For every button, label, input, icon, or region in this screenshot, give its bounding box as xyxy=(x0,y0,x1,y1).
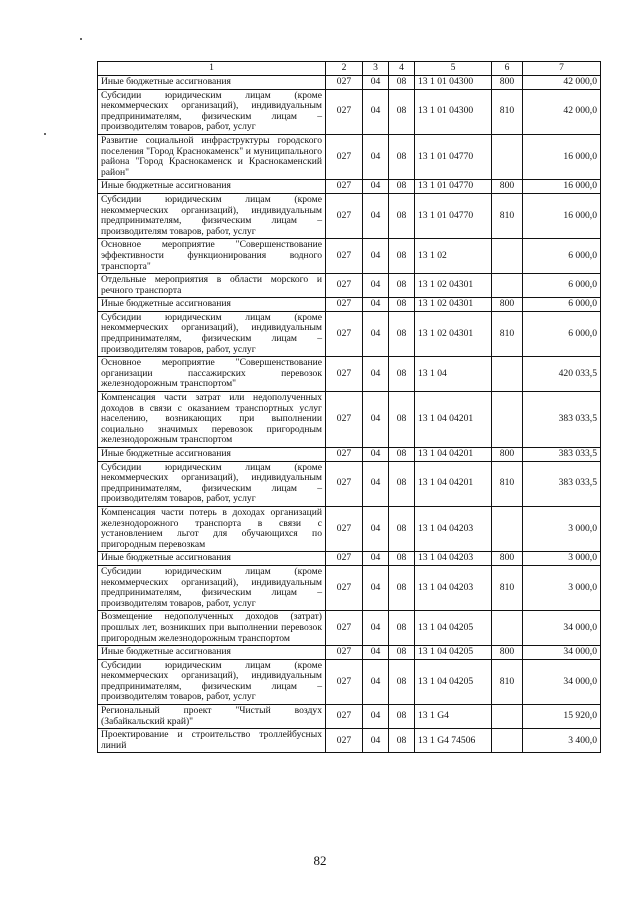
table-row xyxy=(98,646,601,660)
cell-subsection: 08 xyxy=(389,239,415,274)
cell-name: Отдельные мероприятия в области морского и речного транспорта xyxy=(98,274,326,298)
cell-target-article: 13 1 01 04770 xyxy=(415,180,492,194)
cell-admin-code: 027 xyxy=(326,311,363,356)
table-row xyxy=(98,298,601,312)
cell-amount: 6 000,0 xyxy=(523,311,601,356)
cell-section: 04 xyxy=(363,311,389,356)
table-header-row xyxy=(98,62,601,76)
cell-amount: 3 000,0 xyxy=(523,565,601,610)
cell-admin-code: 027 xyxy=(326,611,363,646)
table-row xyxy=(98,729,601,753)
table-row xyxy=(98,552,601,566)
cell-target-article: 13 1 01 04770 xyxy=(415,134,492,179)
cell-admin-code: 027 xyxy=(326,76,363,90)
cell-expense-type: 800 xyxy=(492,180,523,194)
cell-name: Иные бюджетные ассигнования xyxy=(98,76,326,90)
table-row xyxy=(98,611,601,646)
cell-expense-type: 800 xyxy=(492,552,523,566)
cell-section: 04 xyxy=(363,448,389,462)
cell-admin-code: 027 xyxy=(326,298,363,312)
cell-name: Развитие социальной инфраструктуры городского поселения "Город Краснокаменск" и муниципального района "Город Краснокаменск и Краснокаменский район" xyxy=(98,134,326,179)
cell-name: Основное мероприятие "Совершенствование организации пассажирских перевозок железнодорожным транспортом" xyxy=(98,357,326,392)
cell-section: 04 xyxy=(363,611,389,646)
cell-target-article: 13 1 01 04300 xyxy=(415,89,492,134)
cell-admin-code: 027 xyxy=(326,729,363,753)
cell-amount: 6 000,0 xyxy=(523,239,601,274)
cell-subsection: 08 xyxy=(389,552,415,566)
table-row xyxy=(98,565,601,610)
header-col-2: 2 xyxy=(326,62,363,76)
cell-admin-code: 027 xyxy=(326,461,363,506)
cell-amount: 6 000,0 xyxy=(523,298,601,312)
cell-amount: 16 000,0 xyxy=(523,134,601,179)
cell-name: Проектирование и строительство троллейбусных линий xyxy=(98,729,326,753)
cell-subsection: 08 xyxy=(389,646,415,660)
cell-target-article: 13 1 04 04203 xyxy=(415,552,492,566)
cell-amount: 42 000,0 xyxy=(523,89,601,134)
cell-admin-code: 027 xyxy=(326,506,363,551)
cell-section: 04 xyxy=(363,298,389,312)
cell-admin-code: 027 xyxy=(326,357,363,392)
cell-expense-type: 810 xyxy=(492,565,523,610)
cell-expense-type xyxy=(492,392,523,448)
header-col-5: 5 xyxy=(415,62,492,76)
cell-admin-code: 027 xyxy=(326,239,363,274)
cell-subsection: 08 xyxy=(389,89,415,134)
cell-expense-type: 810 xyxy=(492,461,523,506)
cell-section: 04 xyxy=(363,193,389,238)
cell-section: 04 xyxy=(363,89,389,134)
cell-target-article: 13 1 02 04301 xyxy=(415,274,492,298)
scan-speck xyxy=(44,133,46,135)
table-row xyxy=(98,448,601,462)
cell-subsection: 08 xyxy=(389,274,415,298)
cell-section: 04 xyxy=(363,239,389,274)
cell-expense-type xyxy=(492,274,523,298)
cell-section: 04 xyxy=(363,461,389,506)
cell-target-article: 13 1 02 04301 xyxy=(415,311,492,356)
cell-amount: 3 400,0 xyxy=(523,729,601,753)
cell-expense-type: 810 xyxy=(492,659,523,704)
cell-expense-type: 810 xyxy=(492,193,523,238)
cell-section: 04 xyxy=(363,357,389,392)
cell-admin-code: 027 xyxy=(326,392,363,448)
cell-subsection: 08 xyxy=(389,506,415,551)
table-row xyxy=(98,76,601,90)
cell-admin-code: 027 xyxy=(326,180,363,194)
cell-expense-type: 800 xyxy=(492,646,523,660)
cell-amount: 16 000,0 xyxy=(523,180,601,194)
cell-subsection: 08 xyxy=(389,76,415,90)
cell-target-article: 13 1 04 04201 xyxy=(415,448,492,462)
cell-expense-type xyxy=(492,729,523,753)
cell-subsection: 08 xyxy=(389,565,415,610)
header-col-1: 1 xyxy=(98,62,326,76)
cell-subsection: 08 xyxy=(389,298,415,312)
cell-section: 04 xyxy=(363,134,389,179)
cell-expense-type xyxy=(492,239,523,274)
cell-amount: 383 033,5 xyxy=(523,448,601,462)
table-body xyxy=(98,76,601,753)
cell-amount: 42 000,0 xyxy=(523,76,601,90)
cell-section: 04 xyxy=(363,729,389,753)
cell-expense-type: 800 xyxy=(492,448,523,462)
page-number: 82 xyxy=(313,853,327,868)
cell-admin-code: 027 xyxy=(326,659,363,704)
cell-amount: 383 033,5 xyxy=(523,461,601,506)
table-row xyxy=(98,193,601,238)
cell-subsection: 08 xyxy=(389,448,415,462)
table-row xyxy=(98,506,601,551)
cell-section: 04 xyxy=(363,392,389,448)
cell-admin-code: 027 xyxy=(326,448,363,462)
cell-name: Региональный проект "Чистый воздух (Забайкальский край)" xyxy=(98,705,326,729)
cell-subsection: 08 xyxy=(389,357,415,392)
cell-subsection: 08 xyxy=(389,659,415,704)
cell-section: 04 xyxy=(363,274,389,298)
cell-name: Субсидии юридическим лицам (кроме некоммерческих организаций), индивидуальным предпринимателям, физическим лицам – производителям товаров, работ, услуг xyxy=(98,659,326,704)
cell-name: Иные бюджетные ассигнования xyxy=(98,552,326,566)
cell-target-article: 13 1 04 04203 xyxy=(415,565,492,610)
cell-target-article: 13 1 04 04201 xyxy=(415,461,492,506)
cell-amount: 34 000,0 xyxy=(523,611,601,646)
cell-name: Компенсация части потерь в доходах организаций железнодорожного транспорта в связи с установлением льгот для обучающихся по пригородным перевозкам xyxy=(98,506,326,551)
budget-table xyxy=(97,61,601,753)
cell-name: Основное мероприятие "Совершенствование эффективности функционирования водного транспорта" xyxy=(98,239,326,274)
cell-admin-code: 027 xyxy=(326,193,363,238)
cell-amount: 3 000,0 xyxy=(523,552,601,566)
cell-name: Субсидии юридическим лицам (кроме некоммерческих организаций), индивидуальным предпринимателям, физическим лицам – производителям товаров, работ, услуг xyxy=(98,311,326,356)
cell-subsection: 08 xyxy=(389,134,415,179)
cell-expense-type xyxy=(492,611,523,646)
table-row xyxy=(98,461,601,506)
cell-amount: 34 000,0 xyxy=(523,659,601,704)
cell-subsection: 08 xyxy=(389,193,415,238)
scan-speck xyxy=(80,38,82,40)
cell-section: 04 xyxy=(363,552,389,566)
cell-section: 04 xyxy=(363,180,389,194)
table-row xyxy=(98,134,601,179)
cell-name: Субсидии юридическим лицам (кроме некоммерческих организаций), индивидуальным предпринимателям, физическим лицам – производителям товаров, работ, услуг xyxy=(98,193,326,238)
table-row xyxy=(98,274,601,298)
cell-expense-type: 810 xyxy=(492,89,523,134)
table-row xyxy=(98,180,601,194)
cell-admin-code: 027 xyxy=(326,274,363,298)
table-row xyxy=(98,705,601,729)
cell-admin-code: 027 xyxy=(326,646,363,660)
cell-subsection: 08 xyxy=(389,311,415,356)
cell-name: Субсидии юридическим лицам (кроме некоммерческих организаций), индивидуальным предпринимателям, физическим лицам – производителям товаров, работ, услуг xyxy=(98,89,326,134)
cell-amount: 34 000,0 xyxy=(523,646,601,660)
cell-admin-code: 027 xyxy=(326,89,363,134)
cell-target-article: 13 1 04 04205 xyxy=(415,646,492,660)
cell-target-article: 13 1 G4 74506 xyxy=(415,729,492,753)
header-col-7: 7 xyxy=(523,62,601,76)
cell-name: Компенсация части затрат или недополученных доходов в связи с оказанием транспортных услуг населению, возникающих при выполнении социально значимых перевозок пригородным железнодорожным транспортом xyxy=(98,392,326,448)
cell-amount: 3 000,0 xyxy=(523,506,601,551)
cell-admin-code: 027 xyxy=(326,552,363,566)
cell-target-article: 13 1 G4 xyxy=(415,705,492,729)
cell-subsection: 08 xyxy=(389,611,415,646)
cell-section: 04 xyxy=(363,705,389,729)
cell-name: Иные бюджетные ассигнования xyxy=(98,448,326,462)
cell-expense-type: 800 xyxy=(492,76,523,90)
table-row xyxy=(98,357,601,392)
cell-target-article: 13 1 04 04205 xyxy=(415,611,492,646)
cell-target-article: 13 1 04 04205 xyxy=(415,659,492,704)
cell-expense-type xyxy=(492,134,523,179)
cell-amount: 16 000,0 xyxy=(523,193,601,238)
cell-subsection: 08 xyxy=(389,729,415,753)
cell-section: 04 xyxy=(363,659,389,704)
cell-name: Иные бюджетные ассигнования xyxy=(98,646,326,660)
cell-section: 04 xyxy=(363,506,389,551)
cell-name: Субсидии юридическим лицам (кроме некоммерческих организаций), индивидуальным предпринимателям, физическим лицам – производителям товаров, работ, услуг xyxy=(98,565,326,610)
cell-expense-type xyxy=(492,357,523,392)
header-col-6: 6 xyxy=(492,62,523,76)
table-row xyxy=(98,239,601,274)
cell-amount: 6 000,0 xyxy=(523,274,601,298)
cell-admin-code: 027 xyxy=(326,134,363,179)
cell-name: Иные бюджетные ассигнования xyxy=(98,298,326,312)
cell-target-article: 13 1 02 xyxy=(415,239,492,274)
cell-target-article: 13 1 04 04201 xyxy=(415,392,492,448)
cell-admin-code: 027 xyxy=(326,705,363,729)
cell-subsection: 08 xyxy=(389,180,415,194)
cell-amount: 420 033,5 xyxy=(523,357,601,392)
cell-subsection: 08 xyxy=(389,461,415,506)
header-col-4: 4 xyxy=(389,62,415,76)
cell-expense-type: 800 xyxy=(492,298,523,312)
cell-subsection: 08 xyxy=(389,392,415,448)
cell-name: Иные бюджетные ассигнования xyxy=(98,180,326,194)
cell-target-article: 13 1 01 04770 xyxy=(415,193,492,238)
table-row xyxy=(98,311,601,356)
cell-amount: 383 033,5 xyxy=(523,392,601,448)
cell-target-article: 13 1 04 xyxy=(415,357,492,392)
table-row xyxy=(98,659,601,704)
table-row xyxy=(98,89,601,134)
cell-name: Возмещение недополученных доходов (затрат) прошлых лет, возникших при выполнении перевозок пригородным железнодорожным транспортом xyxy=(98,611,326,646)
cell-expense-type: 810 xyxy=(492,311,523,356)
header-col-3: 3 xyxy=(363,62,389,76)
cell-section: 04 xyxy=(363,565,389,610)
cell-name: Субсидии юридическим лицам (кроме некоммерческих организаций), индивидуальным предпринимателям, физическим лицам – производителям товаров, работ, услуг xyxy=(98,461,326,506)
cell-expense-type xyxy=(492,705,523,729)
cell-admin-code: 027 xyxy=(326,565,363,610)
cell-target-article: 13 1 01 04300 xyxy=(415,76,492,90)
table-row xyxy=(98,392,601,448)
cell-subsection: 08 xyxy=(389,705,415,729)
cell-section: 04 xyxy=(363,646,389,660)
cell-amount: 15 920,0 xyxy=(523,705,601,729)
cell-target-article: 13 1 04 04203 xyxy=(415,506,492,551)
cell-target-article: 13 1 02 04301 xyxy=(415,298,492,312)
cell-expense-type xyxy=(492,506,523,551)
cell-section: 04 xyxy=(363,76,389,90)
